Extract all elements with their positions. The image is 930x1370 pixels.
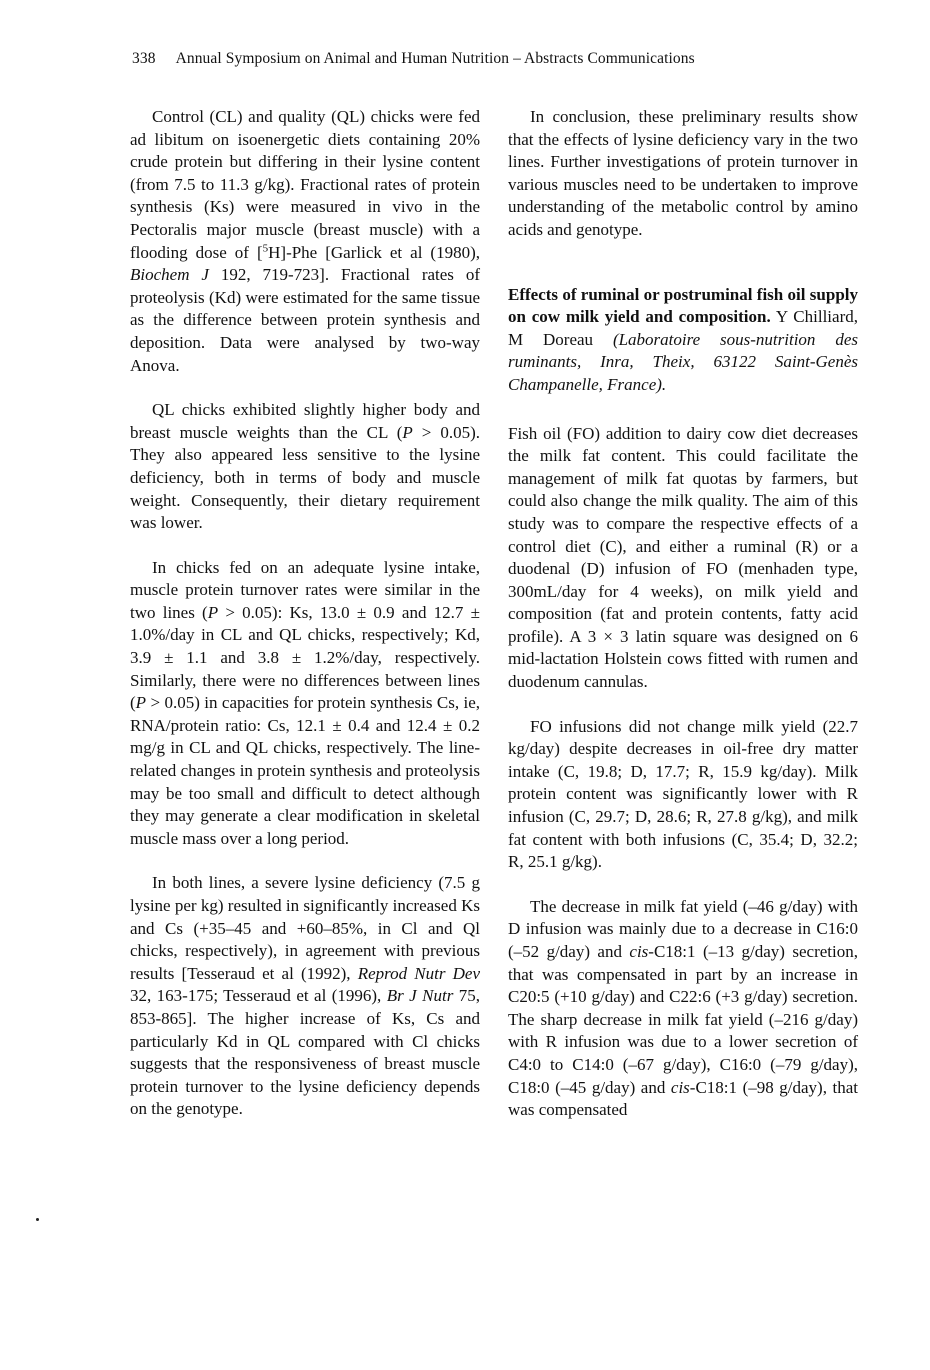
running-title: Annual Symposium on Animal and Human Nutrition – Abstracts Communications <box>175 50 695 67</box>
paragraph-lysine-deficiency <box>130 872 480 1121</box>
text-span: H]-Phe [Garlick et al (1980), <box>268 242 480 262</box>
right-column <box>508 106 858 1144</box>
scan-speck <box>36 1218 39 1221</box>
page-number: 338 <box>132 50 156 67</box>
left-column <box>130 106 480 1143</box>
text-span: -C18:1 (–13 g/day) secretion, that was compensated in part by an increase in C20:5 (+10 g/day) and C22:6 (+3 g/day) secretion. The sharp decrease in milk fat yield (–216 g/day) with R infusion was due to a lower secretion of C4:0 to C14:0 (–67 g/day), C16:0 (–79 g/day), C18:0 (–45 g/day) and <box>508 942 858 1097</box>
paragraph-turnover-rates <box>130 557 480 851</box>
superscript: 5 <box>262 241 269 254</box>
text-span: The decrease in milk fat yield (–46 g/day) with D infusion was mainly due to a decrease in C16:0 (–52 g/day) and <box>508 896 858 961</box>
text-span: Control (CL) and quality (QL) chicks were fed ad libitum on isoenergetic diets containing 20% crude protein but differing in their lysine content (from 7.5 to 11.3 g/kg). Fractional rates of protein synthesis (Ks) were measured in vivo in the Pectoralis major muscle (breast muscle) with a flooding dose of [ <box>130 107 480 262</box>
text-span: -C18:1 (–98 g/day), that was compensated <box>508 1077 858 1120</box>
cis-prefix: cis <box>629 942 649 961</box>
paragraph-body-weights <box>130 399 480 535</box>
text-span: In both lines, a severe lysine deficiency (7.5 g lysine per kg) resulted in significantly increased Ks and Cs (+35–45 and +60–85%, in Cl and Ql chicks, respectively), in agreement with previous results [Tesseraud et al (1992), <box>130 873 480 983</box>
abstract-heading <box>508 284 858 397</box>
journal-name: Biochem J <box>130 265 209 285</box>
running-header <box>132 50 832 68</box>
text-span: > 0.05): Ks, 13.0 ± 0.9 and 12.7 ± 1.0%/day in CL and QL chicks, respectively; Kd, 3.9 ± 1.1 and 3.8 ± 1.2%/day, respectively. Similarly, there were no differences between lines ( <box>130 602 480 713</box>
journal-name: Br J Nutr <box>386 986 454 1006</box>
text-span: QL chicks exhibited slightly higher body and breast muscle weights than the CL ( <box>130 400 480 442</box>
paragraph-methods <box>130 106 480 377</box>
text-span: 192, 719-723]. Fractional rates of proteolysis (Kd) were estimated for the same tissue as the difference between protein synthesis and deposition. Data were analysed by two-way Anova. <box>130 265 480 375</box>
paragraph-fish-oil-intro: Fish oil (FO) addition to dairy cow diet decreases the milk fat content. This could facilitate the management of milk fat quotas by farmers, but could also change the milk quality. The aim of this study was to compare the respective effects of a control diet (C), and either a ruminal (R) or a duodenal (D) infusion of FO (menhaden type, 300mL/day for 4 weeks), on milk yield and composition (fat and protein contents, fatty acid profile). A 3 × 3 latin square was designed on 6 mid-lactation Holstein cows fitted with rumen and duodenum cannulas. <box>508 423 858 692</box>
affiliation: (Laboratoire sous-nutrition des ruminants, Inra, Theix, 63122 Saint-Genès Champanelle, France). <box>508 329 858 394</box>
p-symbol: P <box>207 602 219 622</box>
text-span: In chicks fed on an adequate lysine intake, muscle protein turnover rates were similar in the two lines ( <box>130 557 480 622</box>
cis-prefix: cis <box>670 1077 690 1097</box>
paragraph-fo-infusions: FO infusions did not change milk yield (22.7 kg/day) despite decreases in oil-free dry matter intake (C, 19.8; D, 17.7; R, 15.9 kg/day). Milk protein content was significantly lower with R infusion (C, 29.7; D, 28.6; R, 27.8 g/kg), and milk fat content with both infusions (C, 35.4; D, 32.2; R, 25.1 g/kg). <box>508 716 858 872</box>
text-span: 75, 853-865]. The higher increase of Ks, Cs and particularly Kd in QL compared with Cl chicks suggests that the responsiveness of breast muscle protein turnover to the lysine deficiency depends on the genotype. <box>130 986 480 1119</box>
text-span: 32, 163-175; Tesseraud et al (1996), <box>130 986 387 1006</box>
p-symbol: P <box>135 693 147 713</box>
article-title: Effects of ruminal or postruminal fish oil supply on cow milk yield and composition. <box>508 284 858 327</box>
text-span: > 0.05) in capacities for protein synthesis Cs, ie, RNA/protein ratio: Cs, 12.1 ± 0.4 and 12.4 ± 0.2 mg/g in CL and QL chicks, respectively. The line-related changes in protein synthesis and proteolysis may be too small and difficult to detect although they may generate a clear modification in skeletal muscle mass over a long period. <box>130 693 480 848</box>
paragraph-milk-fat-decrease <box>508 896 858 1122</box>
authors: Y Chilliard, M Doreau <box>508 307 858 349</box>
text-span: > 0.05). They also appeared less sensitive to the lysine deficiency, both in terms of body and muscle weight. Consequently, their dietary requirement was lower. <box>130 422 480 533</box>
paragraph-conclusion: In conclusion, these preliminary results show that the effects of lysine deficiency vary in the two lines. Further investigations of protein turnover in various muscles need to be undertaken to improve understanding of the metabolic control by amino acids and genotype. <box>508 107 858 239</box>
p-symbol: P <box>402 422 413 442</box>
journal-name: Reprod Nutr Dev <box>357 963 480 983</box>
